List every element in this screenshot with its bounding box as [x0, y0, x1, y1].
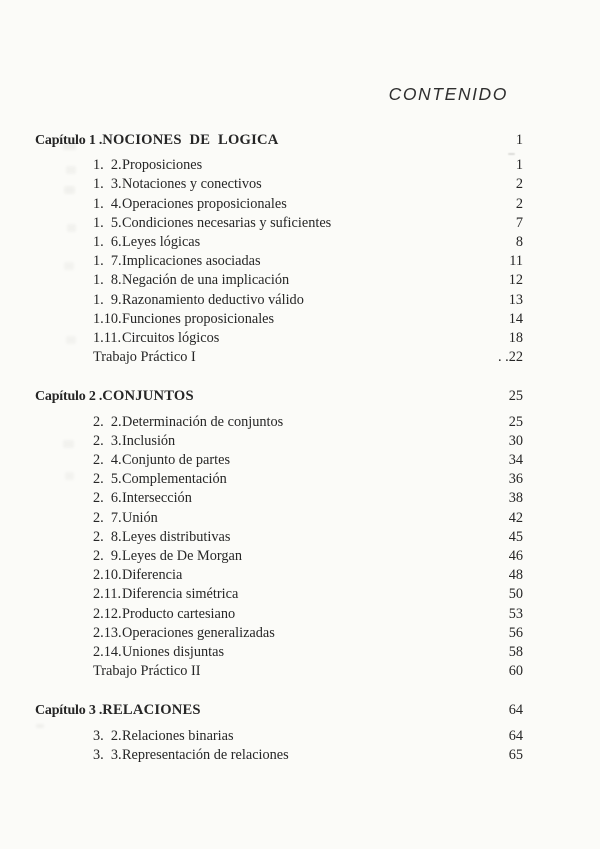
- item-title: Diferencia simétrica: [122, 586, 239, 603]
- item-title: Razonamiento deductivo válido: [122, 291, 304, 308]
- chapter-block-2: [35, 387, 523, 681]
- item-number: 1.11.: [93, 330, 122, 347]
- item-page-number: 25: [508, 413, 523, 430]
- toc-item: [35, 489, 523, 508]
- item-page-number: 64: [508, 727, 523, 744]
- toc-item: [35, 271, 523, 290]
- item-number: 3. 3.: [93, 746, 122, 763]
- toc-item: [35, 528, 523, 547]
- chapter-items: [35, 156, 523, 367]
- toc-item: [35, 175, 523, 194]
- item-number: 1. 3.: [93, 176, 122, 193]
- item-title: Implicaciones asociadas: [122, 253, 261, 270]
- toc-item: [35, 509, 523, 528]
- item-title: Uniones disjuntas: [122, 644, 225, 661]
- item-number: 2. 6.: [93, 490, 122, 507]
- item-title: Notaciones y conectivos: [122, 176, 262, 193]
- toc-item: [35, 413, 523, 432]
- item-title: Operaciones generalizadas: [122, 624, 275, 641]
- item-page-number: 2: [515, 195, 523, 212]
- item-title: Trabajo Práctico II: [93, 663, 201, 680]
- toc-item: [35, 727, 523, 746]
- item-number: 2.13.: [93, 624, 122, 641]
- chapter-label: Capítulo 3 .: [35, 703, 103, 719]
- toc-item: [35, 195, 523, 214]
- item-number: 2. 7.: [93, 509, 122, 526]
- toc-item: [35, 470, 523, 489]
- toc-item: [35, 746, 523, 765]
- page-title: CONTENIDO: [388, 84, 508, 104]
- toc-item: [35, 291, 523, 310]
- item-title: Leyes de De Morgan: [122, 548, 243, 565]
- toc-item: [35, 252, 523, 271]
- toc-item: [35, 432, 523, 451]
- item-title: Inclusión: [122, 432, 176, 449]
- toc-item: [35, 451, 523, 470]
- item-page-number: . .22: [497, 349, 523, 366]
- chapter-block-3: [35, 701, 523, 765]
- item-page-number: 46: [508, 548, 523, 565]
- item-title: Condiciones necesarias y suficientes: [122, 214, 332, 231]
- item-title: Producto cartesiano: [122, 605, 236, 622]
- item-title: Funciones proposicionales: [122, 310, 275, 327]
- item-page-number: 11: [509, 253, 523, 270]
- item-number: 3. 2.: [93, 727, 122, 744]
- toc-item: [35, 585, 523, 604]
- item-title: Complementación: [122, 471, 227, 488]
- chapter-block-1: [35, 131, 523, 367]
- item-page-number: 45: [508, 528, 523, 545]
- item-page-number: 38: [508, 490, 523, 507]
- item-title: Proposiciones: [122, 157, 203, 174]
- table-of-contents: [35, 131, 523, 765]
- toc-item: [35, 643, 523, 662]
- item-page-number: 14: [508, 310, 523, 327]
- item-title: Conjunto de partes: [122, 452, 231, 469]
- item-page-number: 34: [508, 452, 523, 469]
- item-number: 2. 2.: [93, 413, 122, 430]
- toc-item: [35, 624, 523, 643]
- item-page-number: 12: [508, 272, 523, 289]
- toc-item: [35, 233, 523, 252]
- item-page-number: 2: [515, 176, 523, 193]
- item-number: 2. 8.: [93, 528, 122, 545]
- chapter-heading: [35, 701, 523, 720]
- toc-item: [35, 214, 523, 233]
- item-page-number: 18: [508, 330, 523, 347]
- item-title: Leyes distributivas: [122, 528, 231, 545]
- chapter-page-number: 64: [508, 702, 523, 719]
- item-number: 1.10.: [93, 310, 122, 327]
- chapter-title: CONJUNTOS: [102, 388, 194, 405]
- toc-item: [35, 662, 523, 681]
- item-page-number: 60: [508, 663, 523, 680]
- item-number: 1. 5.: [93, 214, 122, 231]
- chapter-label: Capítulo 2 .: [35, 389, 103, 405]
- item-page-number: 56: [508, 624, 523, 641]
- item-title: Relaciones binarias: [122, 727, 234, 744]
- item-number: 1. 4.: [93, 195, 122, 212]
- item-title: Negación de una implicación: [122, 272, 290, 289]
- item-number: 2. 4.: [93, 452, 122, 469]
- item-page-number: 13: [508, 291, 523, 308]
- item-number: 2. 9.: [93, 548, 122, 565]
- item-page-number: 30: [508, 432, 523, 449]
- chapter-items: [35, 413, 523, 682]
- item-number: 2.11.: [93, 586, 122, 603]
- item-page-number: 1: [515, 157, 523, 174]
- chapter-title: RELACIONES: [102, 702, 201, 719]
- item-title: Trabajo Práctico I: [93, 349, 196, 366]
- toc-item: [35, 310, 523, 329]
- item-page-number: 8: [515, 234, 523, 251]
- toc-item: [35, 566, 523, 585]
- toc-item: [35, 329, 523, 348]
- item-page-number: 65: [508, 746, 523, 763]
- item-page-number: 58: [508, 644, 523, 661]
- item-number: 2.14.: [93, 644, 122, 661]
- item-number: 2. 5.: [93, 471, 122, 488]
- item-number: 1. 9.: [93, 291, 122, 308]
- chapter-page-number: 1: [515, 132, 523, 148]
- item-page-number: 50: [508, 586, 523, 603]
- toc-item: [35, 156, 523, 175]
- item-title: Leyes lógicas: [122, 234, 201, 251]
- item-number: 2.10.: [93, 567, 122, 584]
- item-title: Determinación de conjuntos: [122, 413, 284, 430]
- item-page-number: 42: [508, 509, 523, 526]
- item-number: 1. 7.: [93, 253, 122, 270]
- item-title: Operaciones proposicionales: [122, 195, 287, 212]
- chapter-title: NOCIONES DE LOGICA: [102, 132, 279, 148]
- toc-item: [35, 605, 523, 624]
- item-number: 1. 6.: [93, 234, 122, 251]
- item-title: Circuitos lógicos: [122, 330, 220, 347]
- chapter-items: [35, 727, 523, 765]
- item-page-number: 48: [508, 567, 523, 584]
- item-title: Representación de relaciones: [122, 746, 289, 763]
- toc-item: [35, 348, 523, 367]
- item-title: Intersección: [122, 490, 192, 507]
- item-number: 2.12.: [93, 605, 122, 622]
- item-number: 1. 8.: [93, 272, 122, 289]
- chapter-page-number: 25: [508, 388, 523, 405]
- item-title: Unión: [122, 509, 158, 526]
- chapter-label: Capítulo 1 .: [35, 133, 103, 148]
- chapter-heading: [35, 131, 523, 150]
- toc-item: [35, 547, 523, 566]
- item-page-number: 36: [508, 471, 523, 488]
- item-number: 1. 2.: [93, 157, 122, 174]
- chapter-heading: [35, 387, 523, 406]
- item-title: Diferencia: [122, 567, 183, 584]
- item-page-number: 53: [508, 605, 523, 622]
- item-number: 2. 3.: [93, 432, 122, 449]
- item-page-number: 7: [515, 214, 523, 231]
